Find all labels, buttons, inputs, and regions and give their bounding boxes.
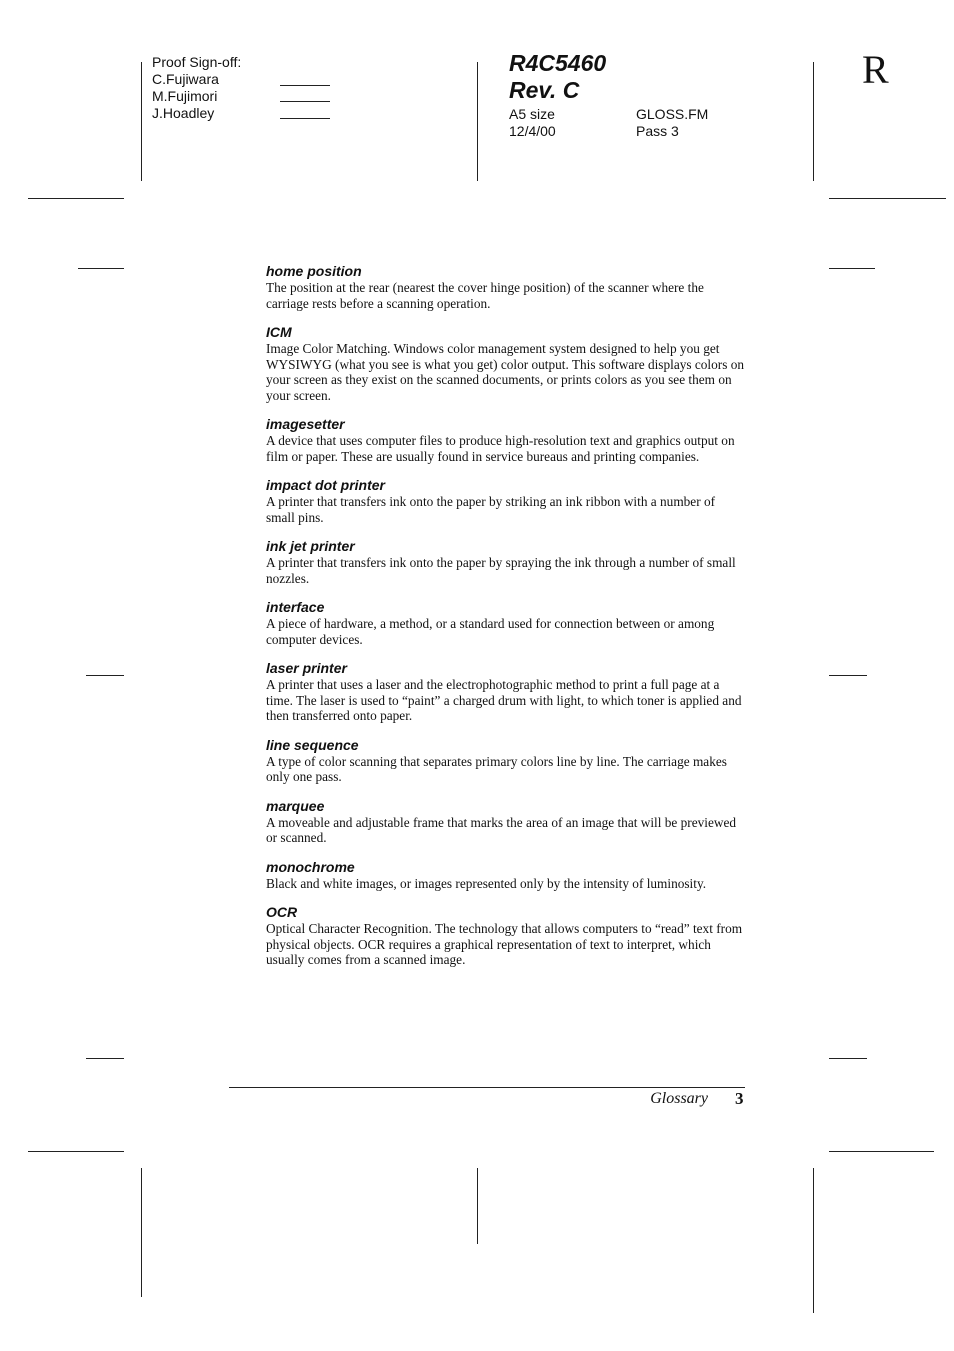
glossary-term: interface bbox=[266, 599, 325, 615]
glossary-entry bbox=[266, 477, 744, 525]
glossary-entry bbox=[266, 538, 744, 586]
glossary-entry bbox=[266, 599, 744, 647]
signoff-blank-line bbox=[280, 118, 330, 119]
crop-mark bbox=[28, 198, 124, 199]
crop-mark bbox=[86, 675, 124, 676]
footer-section: Glossary bbox=[650, 1090, 708, 1107]
glossary-term: laser printer bbox=[266, 660, 347, 676]
glossary-entry bbox=[266, 798, 744, 846]
crop-mark bbox=[829, 268, 875, 269]
proof-signoff bbox=[152, 54, 241, 122]
crop-mark bbox=[141, 1168, 142, 1297]
glossary-entry bbox=[266, 416, 744, 464]
glossary-definition: A piece of hardware, a method, or a standard used for connection between or among computer devices. bbox=[266, 616, 715, 647]
page-number: 3 bbox=[735, 1089, 744, 1108]
glossary-definition: A printer that transfers ink onto the paper by striking an ink ribbon with a number of small pins. bbox=[266, 494, 716, 525]
model-code: R4C5460 bbox=[509, 50, 607, 76]
crop-mark bbox=[829, 675, 867, 676]
glossary-term: line sequence bbox=[266, 736, 359, 753]
footer-rule bbox=[229, 1087, 745, 1088]
glossary-entry bbox=[266, 904, 744, 968]
glossary-definition: Image Color Matching. Windows color management system designed to help you get WYSIWYG (what you see is what you get) color output. This software displays colors on your screen as they exist on the scanned documents, or prints colors as you see them on your screen. bbox=[266, 341, 744, 403]
glossary-definition: A printer that uses a laser and the electrophotographic method to print a full page at a time. The laser is used to “paint” a charged drum with light, to which toner is applied and then transferred onto paper. bbox=[266, 677, 742, 723]
signoff-name: J.Hoadley bbox=[152, 105, 215, 121]
crop-mark bbox=[28, 1151, 124, 1152]
revision: Rev. C bbox=[509, 77, 580, 103]
glossary-definition: A type of color scanning that separates primary colors line by line. The carriage makes only one pass. bbox=[266, 753, 727, 784]
corner-mark: R bbox=[862, 47, 889, 92]
glossary-entry bbox=[266, 660, 744, 724]
crop-mark bbox=[477, 62, 478, 181]
glossary-entry bbox=[266, 737, 744, 785]
crop-mark bbox=[829, 1058, 867, 1059]
glossary-definition: Optical Character Recognition. The technology that allows computers to “read” text from physical objects. OCR requires a graphical representation of text to interpret, which usually comes from a scanned image. bbox=[266, 921, 743, 967]
glossary-definition: A device that uses computer files to produce high-resolution text and graphics output on film or paper. These are usually found in service bureaus and printing companies. bbox=[266, 433, 735, 464]
crop-mark bbox=[813, 62, 814, 181]
glossary-definition: A moveable and adjustable frame that marks the area of an image that will be previewed or scanned. bbox=[266, 814, 737, 845]
glossary-definition: A printer that transfers ink onto the paper by spraying the ink through a number of small nozzles. bbox=[266, 555, 736, 586]
signoff-title: Proof Sign-off: bbox=[152, 54, 242, 70]
signoff-blank-line bbox=[280, 101, 330, 102]
glossary-definition: The position at the rear (nearest the cover hinge position) of the scanner where the carriage rests before a scanning operation. bbox=[266, 280, 704, 311]
crop-mark bbox=[829, 198, 946, 199]
glossary-entry bbox=[266, 859, 744, 892]
glossary-term: ICM bbox=[266, 324, 292, 340]
glossary-term: OCR bbox=[266, 904, 298, 920]
glossary-term: monochrome bbox=[266, 858, 355, 875]
signoff-blank-line bbox=[280, 85, 330, 86]
crop-mark bbox=[78, 268, 124, 269]
glossary-term: imagesetter bbox=[266, 416, 345, 432]
glossary-term: home position bbox=[266, 263, 362, 279]
glossary-entry bbox=[266, 263, 744, 311]
file-name: GLOSS.FM bbox=[636, 106, 709, 122]
crop-mark bbox=[477, 1168, 478, 1244]
signoff-name: C.Fujiwara bbox=[152, 71, 219, 87]
glossary-definition: Black and white images, or images represented only by the intensity of luminosity. bbox=[266, 875, 707, 891]
page-size: A5 size bbox=[509, 106, 555, 122]
document-code bbox=[509, 50, 606, 104]
crop-mark bbox=[829, 1151, 934, 1152]
crop-mark bbox=[813, 1168, 814, 1313]
glossary-term: impact dot printer bbox=[266, 477, 386, 493]
date: 12/4/00 bbox=[509, 123, 556, 139]
signoff-name: M.Fujimori bbox=[152, 88, 218, 104]
pass: Pass 3 bbox=[636, 123, 679, 139]
glossary-term: marquee bbox=[266, 797, 325, 814]
glossary-content bbox=[266, 263, 744, 981]
crop-mark bbox=[86, 1058, 124, 1059]
glossary-term: ink jet printer bbox=[266, 538, 355, 554]
glossary-entry bbox=[266, 324, 744, 403]
crop-mark bbox=[141, 62, 142, 181]
